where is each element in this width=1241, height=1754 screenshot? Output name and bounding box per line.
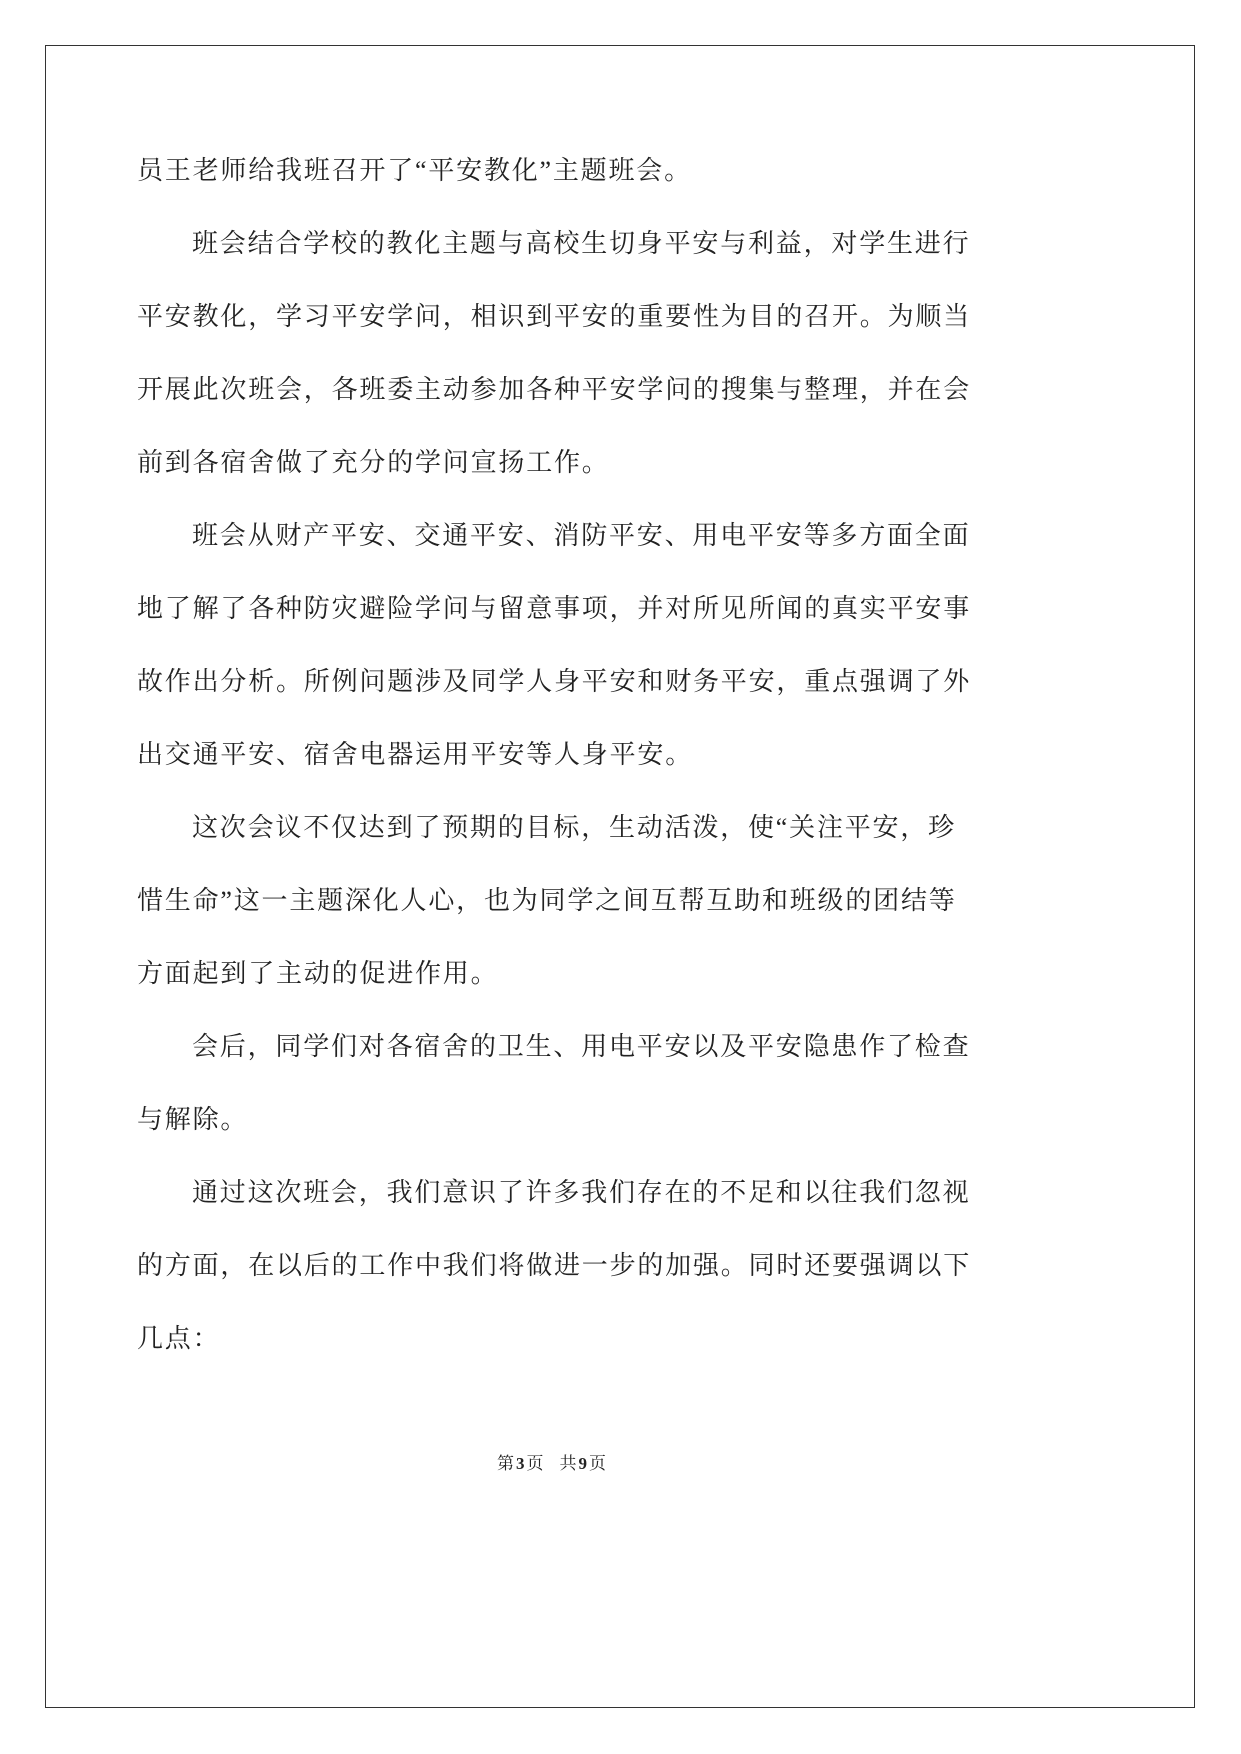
text-line: 的方面，在以后的工作中我们将做进一步的加强。同时还要强调以下 xyxy=(137,1251,972,1280)
text-line: 出交通平安、宿舍电器运用平安等人身平安。 xyxy=(137,740,694,769)
text-line: 方面起到了主动的促进作用。 xyxy=(137,959,499,988)
text-line: 几点： xyxy=(137,1324,221,1353)
page-prefix: 第 xyxy=(497,1454,514,1473)
text-line: 通过这次班会，我们意识了许多我们存在的不足和以往我们忽视 xyxy=(192,1178,971,1207)
text-line: 会后，同学们对各宿舍的卫生、用电平安以及平安隐患作了检查 xyxy=(192,1032,971,1061)
total-pages: 9 xyxy=(578,1454,587,1473)
text-line: 惜生命”这一主题深化人心，也为同学之间互帮互助和班级的团结等 xyxy=(137,886,957,915)
text-line: 平安教化，学习平安学问，相识到平安的重要性为目的召开。为顺当 xyxy=(137,302,972,331)
page-suffix: 页 xyxy=(526,1454,544,1473)
total-prefix: 共 xyxy=(559,1454,577,1473)
text-line: 地了解了各种防灾避险学问与留意事项，并对所见所闻的真实平安事 xyxy=(137,594,972,623)
text-line: 班会结合学校的教化主题与高校生切身平安与利益，对学生进行 xyxy=(192,229,971,258)
text-line: 这次会议不仅达到了预期的目标，生动活泼，使“关注平安，珍 xyxy=(192,813,956,842)
paragraph xyxy=(137,1010,997,1156)
text-line: 班会从财产平安、交通平安、消防平安、用电平安等多方面全面 xyxy=(192,521,971,550)
paragraph xyxy=(137,499,997,791)
text-line: 开展此次班会，各班委主动参加各种平安学问的搜集与整理，并在会 xyxy=(137,375,972,404)
document-body xyxy=(137,134,997,1375)
paragraph xyxy=(137,134,997,207)
page-footer xyxy=(497,1452,606,1476)
page-number: 3 xyxy=(516,1454,525,1473)
paragraph xyxy=(137,207,997,499)
text-line: 与解除。 xyxy=(137,1105,249,1134)
text-line: 前到各宿舍做了充分的学问宣扬工作。 xyxy=(137,448,610,477)
total-suffix: 页 xyxy=(589,1454,606,1473)
paragraph xyxy=(137,791,997,1010)
paragraph xyxy=(137,1156,997,1375)
text-line: 故作出分析。所例问题涉及同学人身平安和财务平安，重点强调了外 xyxy=(137,667,972,696)
text-line: 员王老师给我班召开了“平安教化”主题班会。 xyxy=(137,156,692,185)
